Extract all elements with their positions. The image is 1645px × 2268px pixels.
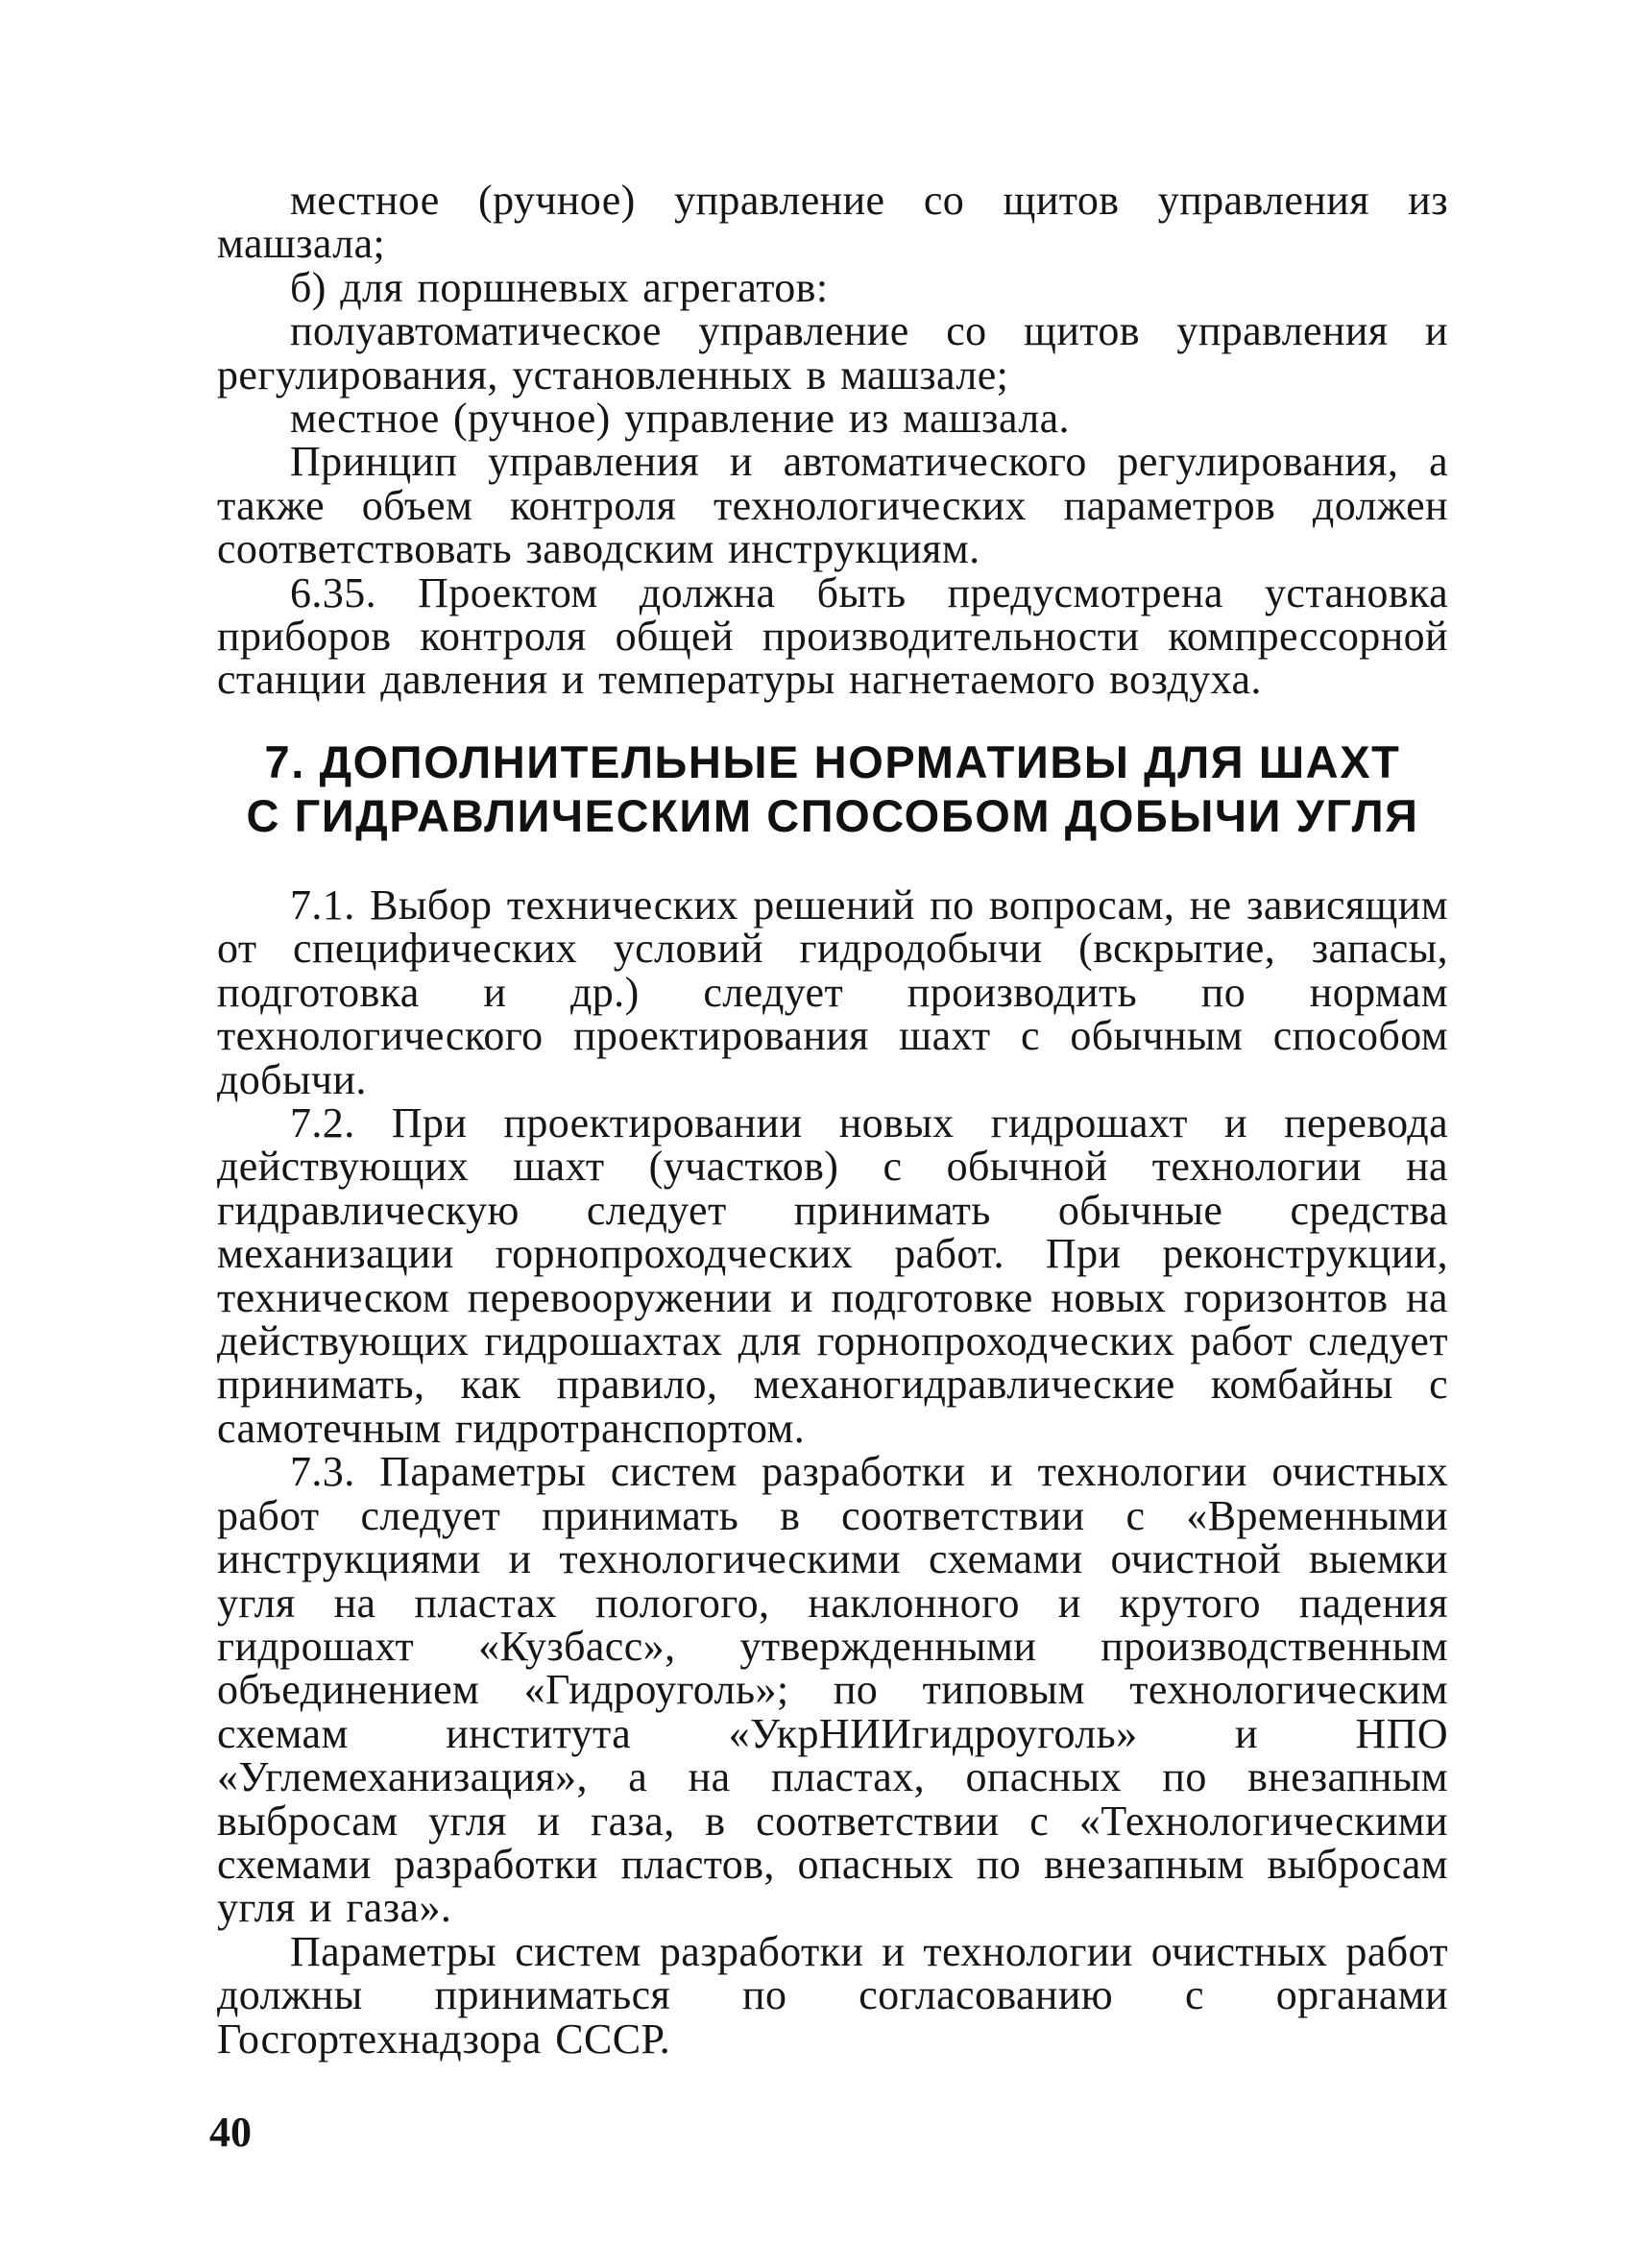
paragraph-piston-units: б) для поршневых агрегатов: <box>290 263 829 311</box>
upper-text-block <box>217 179 1448 702</box>
paragraph-local-manual-control: местное (ручное) управление из машзала. <box>290 395 1070 443</box>
page-number: 40 <box>209 2109 252 2156</box>
paragraph-6-35: 6.35. Проектом должна быть предусмотрена установка приборов контроля общей производительности компрессорной станции давления и температуры нагнетаемого воздуха. <box>217 568 1448 704</box>
paragraph-7-1: 7.1. Выбор технических решений по вопросам, не зависящим от специфических условий гидродобычи (вскрытие, запасы, подготовка и др.) следует производить по нормам технологического проектирования шахт с обычным способом добычи. <box>217 881 1448 1103</box>
paragraph-local-control-cont: местное (ручное) управление со щитов управления из машзала; <box>217 177 1448 268</box>
section-7-heading-line-1: 7. ДОПОЛНИТЕЛЬНЫЕ НОРМАТИВЫ ДЛЯ ШАХТ <box>264 736 1401 787</box>
section-7-heading <box>217 736 1448 843</box>
paragraph-semiauto-control: полуавтоматическое управление со щитов управления и регулирования, установленных в машзале; <box>217 307 1448 398</box>
paragraph-control-principle: Принцип управления и автоматического регулирования, а также объем контроля технологических параметров должен соответствовать заводским инструкциям. <box>217 438 1448 573</box>
section-7-heading-line-2: С ГИДРАВЛИЧЕСКИМ СПОСОБОМ ДОБЫЧИ УГЛЯ <box>246 790 1419 841</box>
paragraph-gosgortekhnadzor: Параметры систем разработки и технологии очистных работ должны приниматься по согласованию с органами Госгортехнадзора СССР. <box>217 1927 1448 2063</box>
paragraph-7-3: 7.3. Параметры систем разработки и технологии очистных работ следует принимать в соответствии с «Временными инструкциями и технологическими схемами очистной выемки угля на пластах пологого, наклонного и крутого падения гидрошахт «Кузбасс», утвержденными производственным объединением «Гидроуголь»; по типовым технологическим схемам института «УкрНИИгидроуголь» и НПО «Углемеханизация», а на пластах, опасных по внезапным выбросам угля и газа, в соответствии с «Технологическими схемами разработки пластов, опасных по внезапным выбросам угля и газа». <box>217 1448 1448 1932</box>
section-7-text-block <box>217 883 1448 2061</box>
paragraph-7-2: 7.2. При проектировании новых гидрошахт и перевода действующих шахт (участков) с обычной технологии на гидравлическую следует принимать обычные средства механизации горнопроходческих работ. При реконструкции, техническом перевооружении и подготовке новых горизонтов на действующих гидрошахтах для горнопроходческих работ следует принимать, как правило, механогидравлические комбайны с самотечным гидротранспортом. <box>217 1099 1448 1452</box>
